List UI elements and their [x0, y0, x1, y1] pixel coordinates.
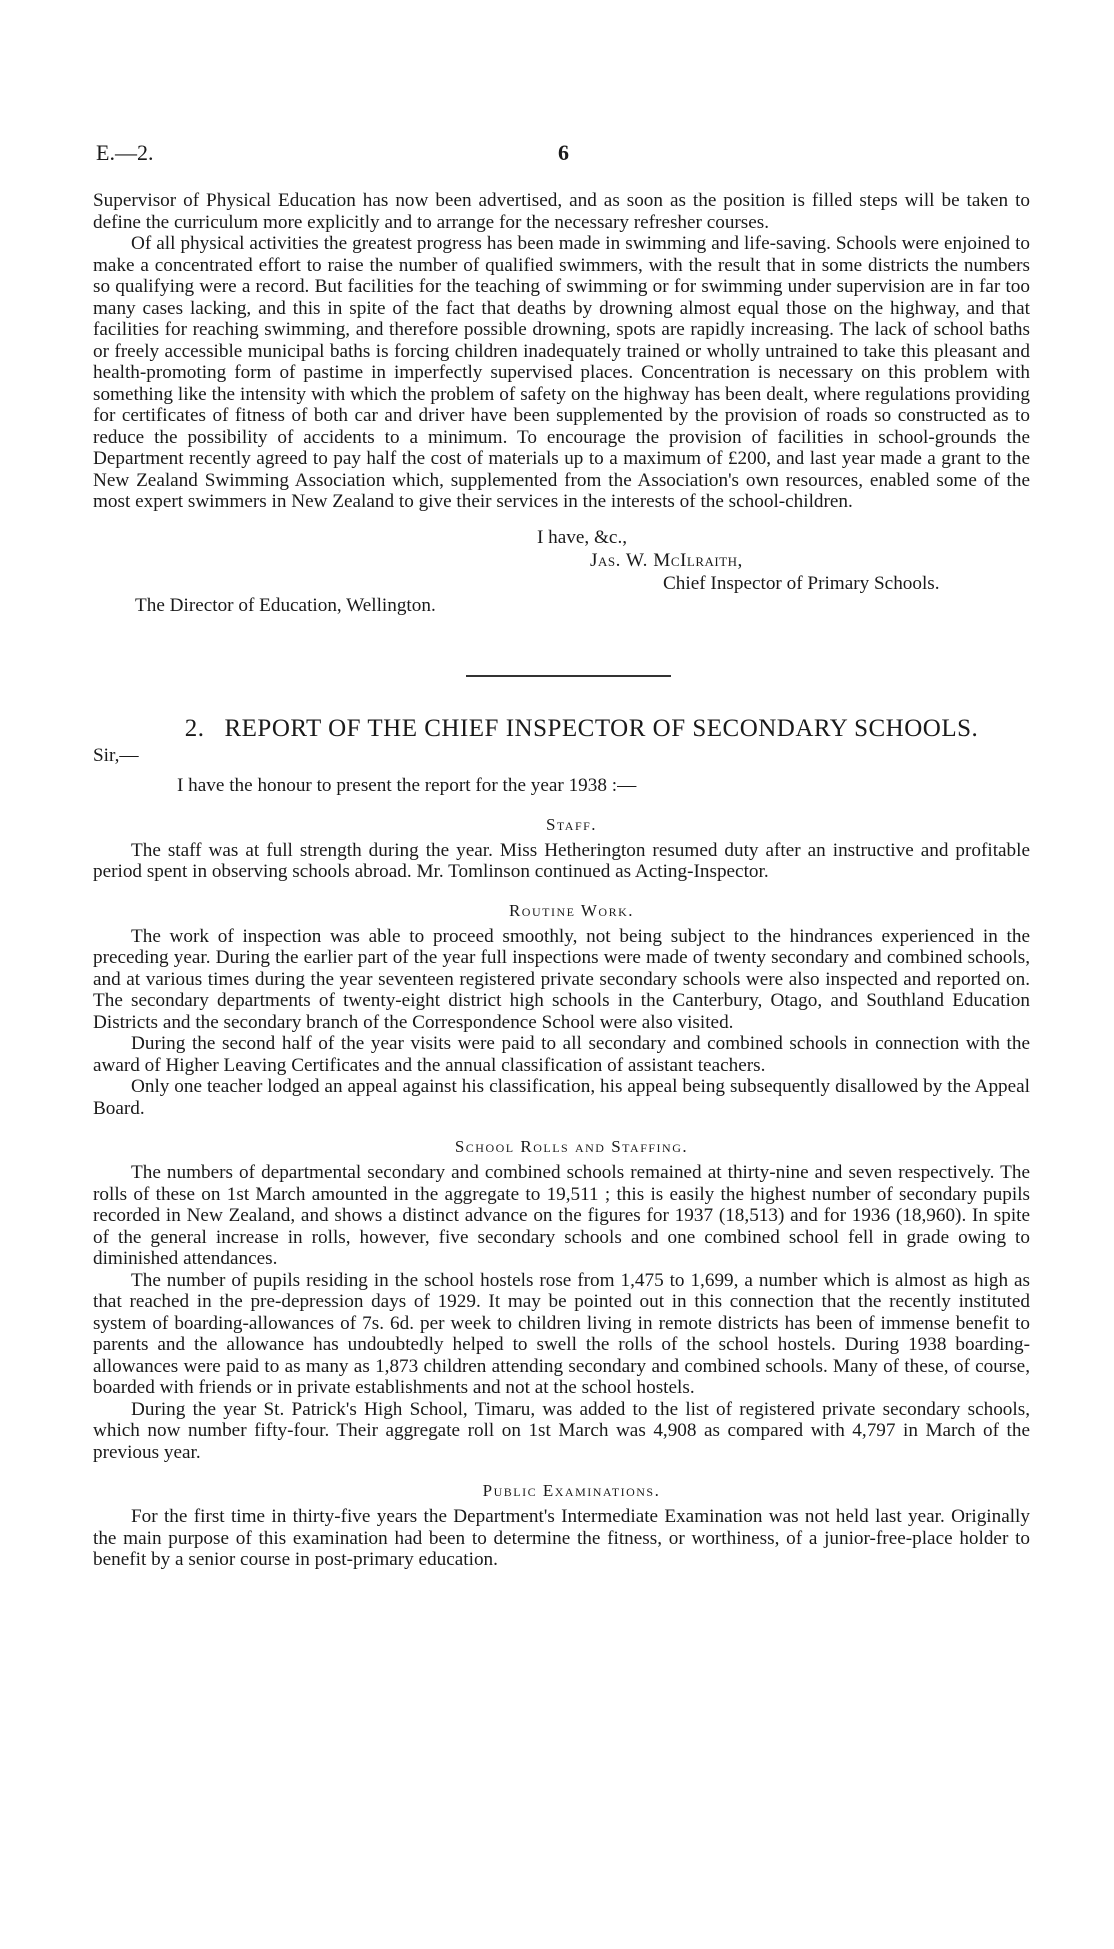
section-divider: [466, 675, 671, 677]
letter-closing: [93, 527, 1030, 639]
paragraph: The work of inspection was able to proceed smoothly, not being subject to the hindrances experienced in the preceding year. During the earlier part of the year full inspections were made of twenty secondary and combined schools, and at various times during the year seventeen registered private secondary schools were also inspected and reported on. The secondary departments of twenty-eight district high schools in the Canterbury, Otago, and Southland Education Districts and the secondary branch of the Correspondence School were also visited.: [93, 925, 1030, 1033]
report-intro: I have the honour to present the report for the year 1938 :—: [177, 774, 637, 796]
salutation: Sir,—: [93, 744, 139, 766]
section-heading-staff: Staff.: [545, 814, 598, 834]
paragraph: For the first time in thirty-five years the Department's Intermediate Examination was not held last year. Originally the main purpose of this examination had been to determine the fitness, or worthiness, of a junior-free-place holder to benefit by a senior course in post-primary education.: [93, 1506, 1030, 1570]
document-code: E.—2.: [96, 140, 154, 165]
report-number: 2.: [184, 714, 205, 742]
paragraph: During the second half of the year visits were paid to all secondary and combined schools in connection with the award of Higher Leaving Certificates and the annual classification of assistant teachers.: [93, 1033, 1030, 1076]
report-title-text: REPORT OF THE CHIEF INSPECTOR OF SECONDARY SCHOOLS.: [224, 714, 979, 742]
paragraph: The staff was at full strength during the year. Miss Hetherington resumed duty after an instructive and profitable period spent in observing schools abroad. Mr. Tomlinson continued as Acting-Inspector.: [93, 839, 1030, 882]
report-title: [113, 715, 1050, 743]
paragraph: Supervisor of Physical Education has now been advertised, and as soon as the position is filled steps will be taken to define the curriculum more explicitly and to arrange for the necessary refresher courses.: [93, 190, 1030, 233]
section-heading-school-rolls: School Rolls and Staffing.: [454, 1137, 689, 1156]
paragraph: The numbers of departmental secondary and combined schools remained at thirty-nine and seven respectively. The rolls of these on 1st March amounted in the aggregate to 19,511 ; this is easily the highest number of secondary pupils recorded in New Zealand, and shows a distinct advance on the figures for 1937 (18,513) and for 1936 (18,960). In spite of the general increase in rolls, however, five secondary schools and one combined school fell in grade owing to diminished attendances.: [93, 1162, 1030, 1269]
section-heading-public-examinations: Public Examinations.: [482, 1481, 661, 1500]
paragraph: Only one teacher lodged an appeal against his classification, his appeal being subsequently disallowed by the Appeal Board.: [93, 1076, 1030, 1119]
paragraph: During the year St. Patrick's High School, Timaru, was added to the list of registered private secondary schools, which now number fifty-four. Their aggregate roll on 1st March was 4,908 as compared with 4,797 in March of the previous year.: [93, 1398, 1030, 1463]
closing-phrase: I have, &c.,: [537, 526, 628, 548]
section-heading-routine-work: Routine Work.: [508, 900, 635, 920]
signatory-title: Chief Inspector of Primary Schools.: [663, 572, 940, 594]
addressee: The Director of Education, Wellington.: [135, 594, 436, 616]
signatory-name: Jas. W. McIlraith,: [590, 549, 743, 571]
paragraph: Of all physical activities the greatest progress has been made in swimming and life-saving. Schools were enjoined to make a concentrated effort to raise the number of qualified swimmers, with the result that in some districts the numbers so qualifying were a record. But facilities for the teaching of swimming or for swimming under supervision are in far too many cases lacking, and this in spite of the fact that deaths by drowning almost equal those on the highway, and that facilities for reaching swimming, and therefore possible drowning, spots are rapidly increasing. The lack of school baths or freely accessible municipal baths is forcing children inadequately trained or wholly untrained to take this pleasant and health-promoting form of pastime in imperfectly supervised places. Concentration is necessary on this problem with something like the intensity with which the problem of safety on the highway has been dealt, where regulations providing for certificates of fitness of both car and driver have been supplemented by the provision of roads so constructed as to reduce the possibility of accidents to a minimum. To encourage the provision of facilities in school-grounds the Department recently agreed to pay half the cost of materials up to a maximum of £200, and last year made a grant to the New Zealand Swimming Association which, supplemented from the Association's own resources, enabled some of the most expert swimmers in New Zealand to give their services in the interests of the school-children.: [93, 233, 1030, 512]
page-header: [93, 140, 1030, 170]
paragraph: The number of pupils residing in the school hostels rose from 1,475 to 1,699, a number which is almost as high as that reached in the pre-depression days of 1929. It may be pointed out in this connection that the recently instituted system of boarding-allowances of 7s. 6d. per week to children living in remote districts has been of immense benefit to parents and the allowance has undoubtedly helped to swell the rolls of the school hostels. During 1938 boarding-allowances were paid to as many as 1,873 children attending secondary and combined schools. Many of these, of course, boarded with friends or in private establishments and not at the school hostels.: [93, 1269, 1030, 1398]
page-number: 6: [558, 140, 569, 165]
document-page: [93, 140, 1030, 1571]
